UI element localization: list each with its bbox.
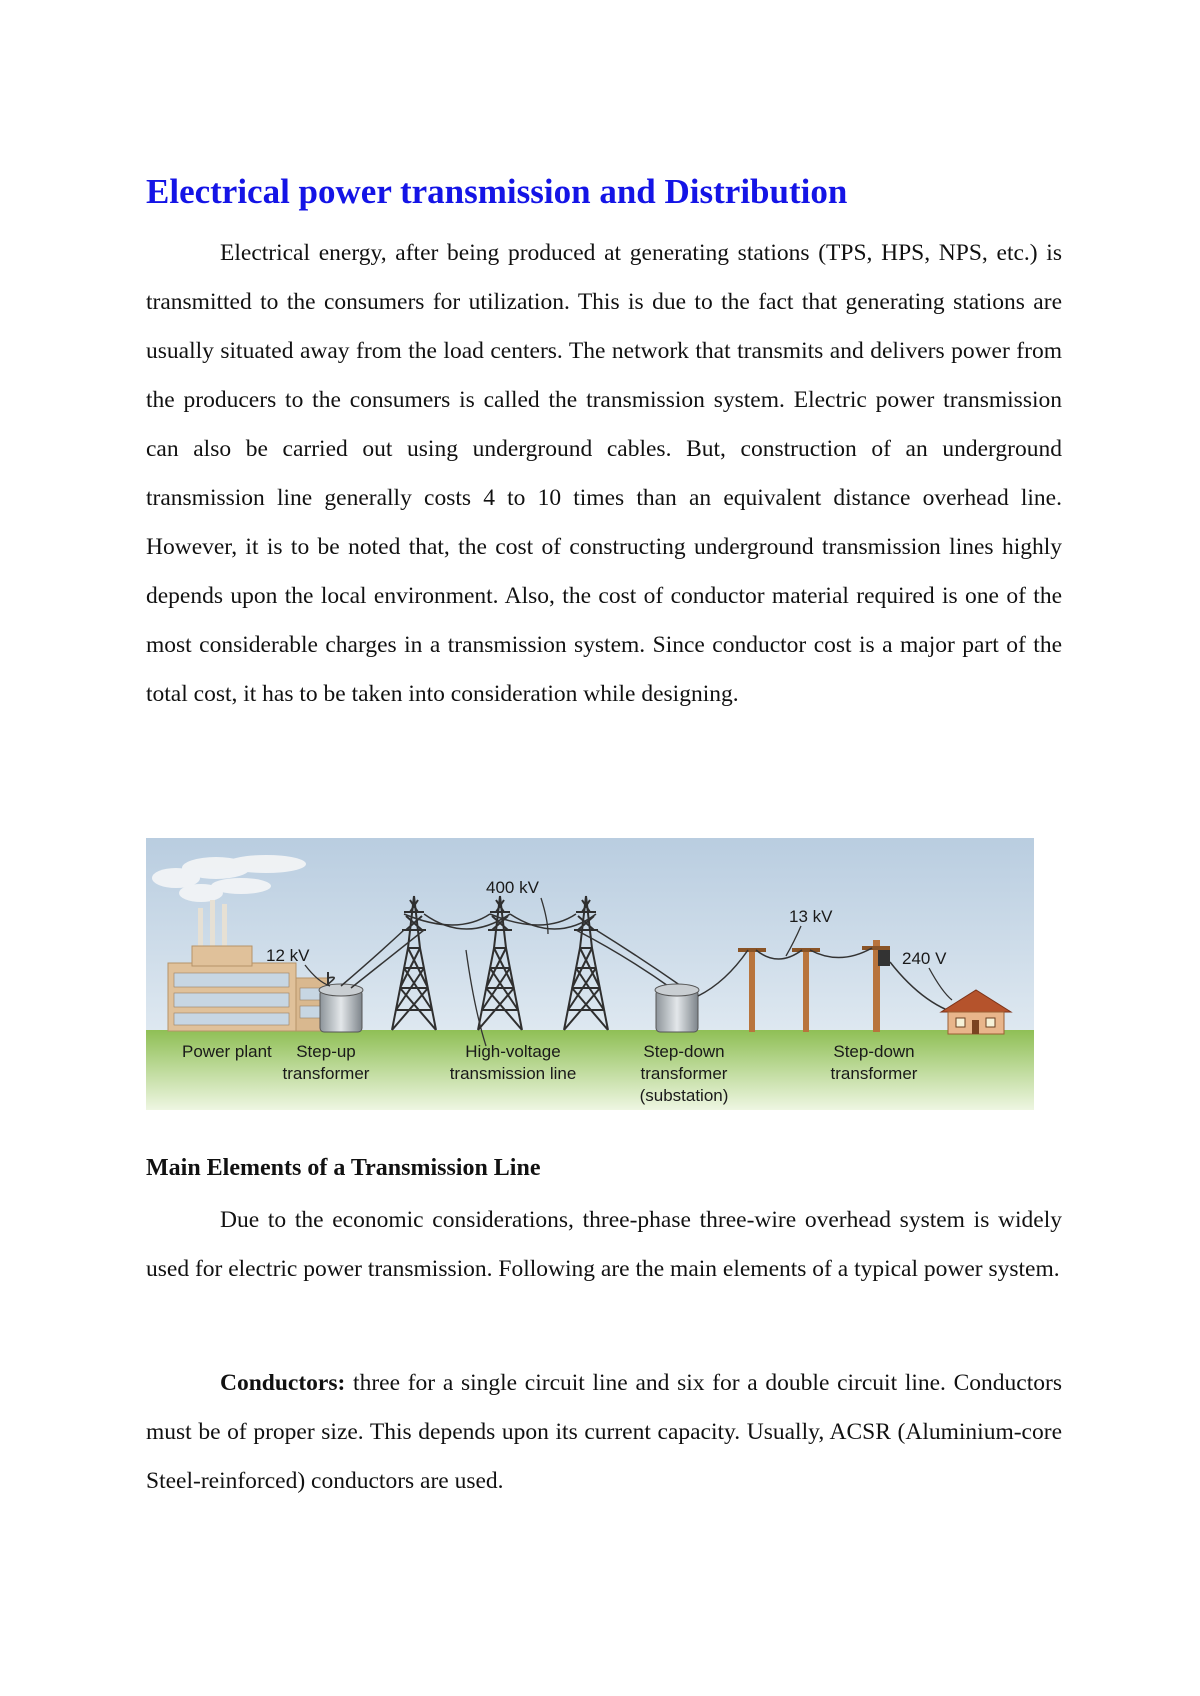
label-substation-1: Step-down xyxy=(643,1042,725,1061)
intro-paragraph: Electrical energy, after being produced at generating stations (TPS, HPS, NPS, etc.) is transmitted to the consumers for utilization. This is due to the fact that generating stations are usually situated away from the load centers. The network that transmits and delivers power from the producers to the consumers is called the transmission system. Electric power transmission can also be carried out using underground cables. But, construction of an underground transmission line generally costs 4 to 10 times than an equivalent distance overhead line. However, it is to be noted that, the cost of constructing underground transmission lines highly depends upon the local environment. Also, the cost of conductor material required is one of the most considerable charges in a transmission system. Since conductor cost is a major part of the total cost, it has to be taken into consideration while designing. xyxy=(146,240,1062,707)
substation-transformer xyxy=(655,984,699,1032)
page-title: Electrical power transmission and Distribution xyxy=(146,172,848,211)
transmission-diagram xyxy=(146,838,1034,1110)
label-13kv: 13 kV xyxy=(789,907,833,926)
label-power-plant: Power plant xyxy=(182,1042,272,1061)
label-hv-2: transmission line xyxy=(449,1064,577,1083)
transmission-diagram-svg xyxy=(146,838,1034,1110)
conductors-paragraph xyxy=(146,1359,1062,1506)
label-substation-2: transformer xyxy=(640,1064,728,1083)
label-step-up-1: Step-up xyxy=(296,1042,356,1061)
label-step-up-2: transformer xyxy=(282,1064,370,1083)
section-heading: Main Elements of a Transmission Line xyxy=(146,1155,541,1181)
label-step-down-2: transformer xyxy=(830,1064,918,1083)
label-step-down-1: Step-down xyxy=(833,1042,915,1061)
conductors-text: three for a single circuit line and six for a double circuit line. Conductors must be of proper size. This depends upon its current capacity. Usually, ACSR (Aluminium-core Steel-reinforced) conductors are used. xyxy=(146,1370,1062,1494)
label-substation-3: (substation) xyxy=(639,1086,729,1105)
section-paragraph: Due to the economic considerations, three-phase three-wire overhead system is widely used for electric power transmission. Following are the main elements of a typical power system. xyxy=(146,1207,1062,1282)
label-400kv: 400 kV xyxy=(486,878,539,897)
conductors-term: Conductors: xyxy=(220,1370,346,1396)
label-hv-1: High-voltage xyxy=(465,1042,561,1061)
label-12kv: 12 kV xyxy=(266,946,310,965)
label-240v: 240 V xyxy=(902,949,947,968)
